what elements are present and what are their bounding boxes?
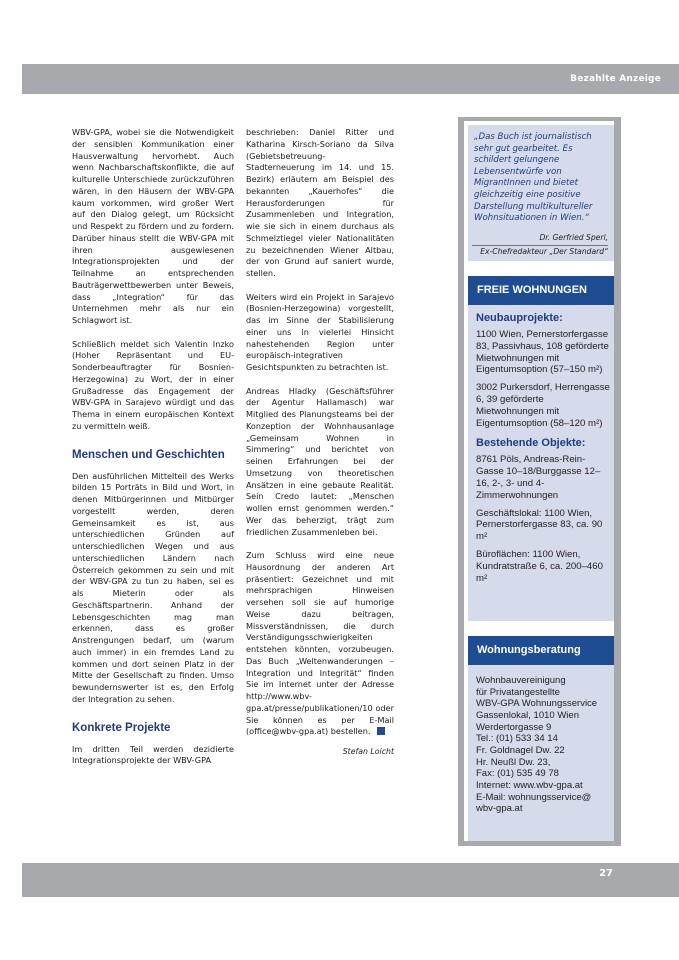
paragraph: Schließlich meldet sich Valentin Inzko (Hoher Repräsentant und EU-Sonderbeauftragter für Bosnien-Herzegowina) zu Wort, der in einer Grußadresse das Engagement der WBV-GPA in Sarajevo würdigt und das Thema in einem europäischen Kontext zu vermitteln weiß.: [72, 338, 234, 431]
paragraph: [246, 550, 394, 738]
contact-line: Wohnbauvereinigung: [476, 675, 566, 686]
wohnungsberatung-header: [468, 636, 614, 665]
wohnungsberatung-title: Wohnungsberatung: [477, 644, 581, 656]
contact-line: E-Mail: wohnungsservice@: [476, 791, 592, 803]
listing-item: Geschäftslokal: 1100 Wien, Pernerstorfergasse 83, ca. 90 m²: [476, 507, 603, 543]
quote-box: [468, 125, 614, 261]
attribution-name: Dr. Gerfried Sperl,: [539, 233, 608, 242]
quote-attribution: [472, 232, 608, 258]
sidebar: [464, 121, 614, 841]
freie-wohnungen-header: [468, 276, 614, 305]
listing-item: 8761 Pöls, Andreas-Rein-Gasse 10–18/Burggasse 12–16, 2-, 3- und 4-Zimmerwohnungen: [476, 454, 601, 501]
contact-line: für Privatangestellte: [476, 686, 560, 698]
paid-ad-label: Bezahlte Anzeige: [570, 74, 661, 84]
attribution-role: Ex-Chefredakteur „Der Standard“: [480, 246, 608, 256]
end-mark-icon: [377, 727, 385, 735]
listing-item: Büroflächen: 1100 Wien, Kundratstraße 6, ca. 200–460 m²: [476, 548, 603, 584]
freie-wohnungen-content: [476, 312, 610, 590]
bestehende-objekte-title: Bestehende Objekte:: [476, 437, 586, 450]
contact-line: wbv-gpa.at: [476, 803, 523, 815]
contact-info: [476, 675, 612, 815]
contact-line: Fr. Goldnagel Dw. 22: [476, 744, 565, 756]
wohnungsberatung-box: [468, 636, 614, 841]
contact-line: Fax: (01) 535 49 78: [476, 768, 559, 780]
article-column-1: [72, 127, 234, 767]
footer-bar: [22, 863, 679, 897]
listing-item: 1100 Wien, Pernerstorfergasse 83, Passivhaus, 108 geförderte Mietwohnungen mit Eigentumsoption (57–150 m²): [476, 329, 609, 376]
paragraph-text: Zum Schluss wird eine neue Hausordnung der anderen Art präsentiert: Gezeichnet und mit mehrsprachigen Hinweisen versehen soll sie auf humorige Weise dazu beitragen, Missverständnissen, die durch Verständigungsschwierigkeiten entstehen könnten, vorzubeugen. Das Buch „Weltenwanderungen – Integration und Integrität“ finden Sie im Internet unter der Adresse http://www.wbv-gpa.at/presse/publikationen/10 oder Sie können es per E-Mail (office@wbv-gpa.at) bestellen.: [246, 550, 394, 737]
contact-line: Werdertorgasse 9: [476, 721, 552, 733]
freie-wohnungen-box: [468, 276, 614, 621]
contact-line: Hr. Neußl Dw. 23,: [476, 756, 551, 768]
sidebar-frame: [458, 117, 621, 846]
freie-wohnungen-title: FREIE WOHNUNGEN: [477, 284, 587, 296]
paragraph: WBV-GPA, wobei sie die Notwendigkeit der sensiblen Kommunikation einer Hausverwaltung hervorhebt. Auch wenn Nachbarschaftskonflikte, die auf kulturelle Unterschiede zurückzuführen wären, in den Häusern der WBV-GPA kaum vorkommen, wird großer Wert auf den Dialog gelegt, um Rücksicht und Respekt zu fördern und zu fordern. Darüber hinaus stellt die WBV-GPA mit ihren ausgewiesenen Integrationsprojekten und der Teilnahme an entsprechenden Bauträgerwettbewerben unter Beweis, dass „Integration“ für das Unternehmen mehr als nur ein Schlagwort ist.: [72, 127, 234, 325]
neubauprojekte-title: Neubauprojekte:: [476, 312, 563, 324]
paragraph: beschrieben: Daniel Ritter und Katharina Kirsch-Soriano da Silva (Gebietsbetreuung-Stadterneuerung im 14. und 15. Bezirk) erläutern am Beispiel des bekannten „Kauerhofes“ die Herausforderungen für Zusammenleben und Integration, wie sie sich in einem durchaus als Schmelztiegel vieler Nationalitäten zu bezeichnenden Wiener Altbau, der von Grund auf saniert wurde, stellen.: [246, 127, 394, 278]
section-heading-menschen: Menschen und Geschichten: [72, 448, 225, 461]
paragraph: Den ausführlichen Mittelteil des Werks bilden 15 Porträts in Bild und Wort, in denen Mitbürgerinnen und Mitbürger vorgestellt werden, deren Gemeinsamkeit es ist, aus unterschiedlichen Gründen auf unterschiedlichen Wegen und aus unterschiedlichen Ländern nach Österreich gekommen zu sein und mit der WBV-GPA zu tun zu haben, sei es als Mieterin oder als Geschäftspartnerin. Anhand der Lebensgeschichten mag man erkennen, dass es großer Anstrengungen bedarf, um (warum auch immer) in ein fremdes Land zu kommen und dort seinen Platz in der Mitte der Gesellschaft zu finden. Umso bewundernswerter ist es, den Erfolg der Integration zu sehen.: [72, 470, 234, 704]
contact-line: Internet: www.wbv-gpa.at: [476, 779, 583, 791]
paragraph: Weiters wird ein Projekt in Sarajevo (Bosnien-Herzegowina) vorgestellt, das im Sinne der Stabilisierung einer uns in vielerlei Hinsicht nahestehenden Region unter europäisch-integrativen Gesichtspunkten zu betrachten ist.: [246, 291, 394, 372]
quote-text: „Das Buch ist journalistisch sehr gut gearbeitet. Es schildert gelungene Lebensentwürfe von MigrantInnen und bietet gleichzeitig eine positive Darstellung multikultureller Wohnsituationen in Wien.“: [474, 132, 593, 224]
contact-line: Gassenlokal, 1010 Wien: [476, 709, 579, 721]
contact-line: Tel.: (01) 533 34 14: [476, 733, 558, 745]
section-heading-projekte: Konkrete Projekte: [72, 721, 171, 734]
author-name: Stefan Loicht: [342, 747, 394, 756]
paragraph: Im dritten Teil werden dezidierte Integrationsprojekte der WBV-GPA: [72, 743, 234, 766]
paragraph: Andreas Hladky (Geschäftsführer der Agentur Hallamasch) war Mitglied des Planungsteams bei der Konzeption der Wohnhausanlage „Gemeinsam Wohnen in Simmering“ und berichtet von seinen Erfahrungen bei der Umsetzung von theoretischen Ansätzen in eine gebaute Realität. Sein Credo lautet: „Menschen wollen ernst genommen werden.“ Wer das beherzigt, trägt zum friedlichen Zusammenleben bei.: [246, 385, 394, 537]
article-column-2: [246, 127, 394, 758]
listing-item: 3002 Purkersdorf, Herrengasse 6, 39 geförderte Mietwohnungen mit Eigentumsoption (58–120 m²): [476, 382, 610, 429]
contact-line: WBV-GPA Wohnungsservice: [476, 698, 598, 710]
page-number: 27: [599, 868, 613, 879]
header-bar: [22, 64, 679, 94]
